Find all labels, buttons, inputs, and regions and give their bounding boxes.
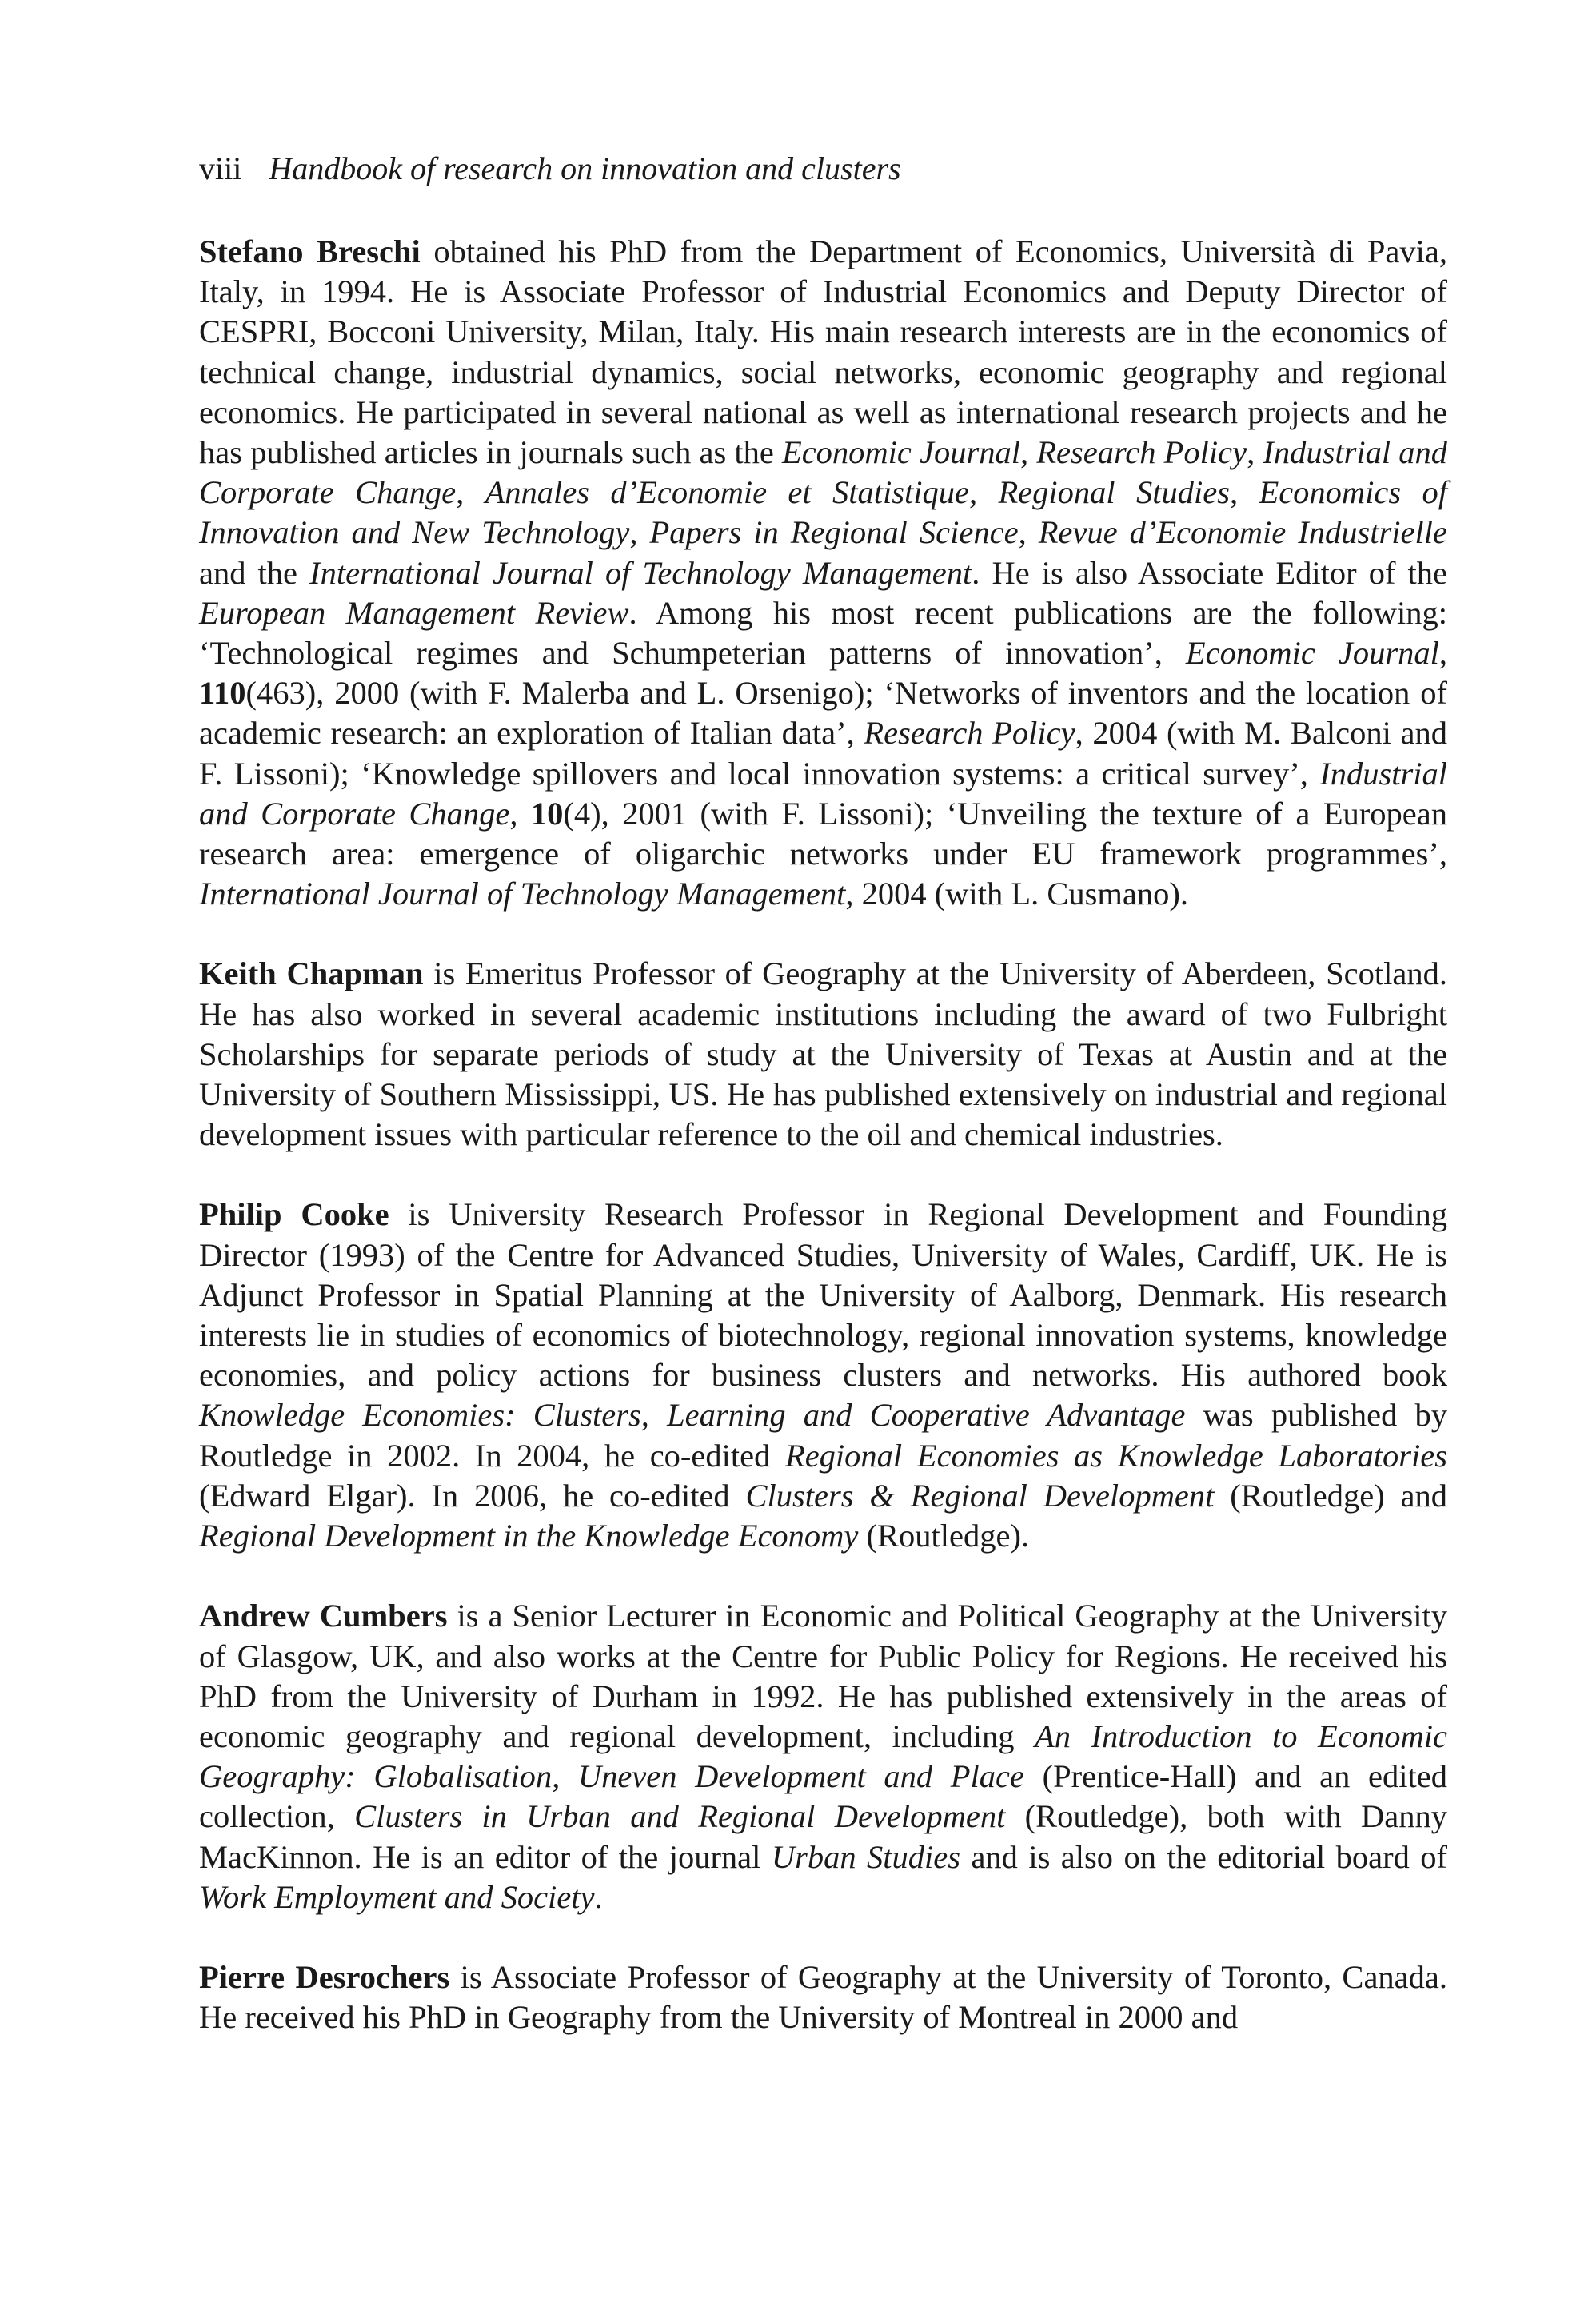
- running-header: [199, 149, 901, 189]
- bio-text: is University Research Professor in Regional Development and Founding Director (1993) of the Centre for Advanced Studies, University of Wales, Cardiff, UK. He is Adjunct Professor in Spatial Planning at the University of Aalborg, Denmark. His research interests lie in studies of economics of biotechnology, regional innovation systems, knowledge economies, and policy actions for business clusters and networks. His authored book: [199, 1196, 1447, 1394]
- bio-text: ,: [1020, 434, 1037, 471]
- bio-text: .: [594, 1878, 603, 1915]
- contributor-name: Stefano Breschi: [199, 233, 421, 269]
- page-number: viii: [199, 150, 242, 186]
- contributors-list: [199, 232, 1447, 2077]
- bio-text: ,: [1230, 474, 1259, 511]
- bio-text: ,: [456, 474, 485, 511]
- bio-text: ,: [1438, 635, 1447, 672]
- bio-text: is a Senior Lecturer in Economic and Political Geography at the University of Glasgow, UK, and also works at the Centre for Public Policy for Regions. He received his PhD from the University of Durham in 1992. He has published extensively in the areas of economic geography and regional development, including: [199, 1598, 1447, 1754]
- volume-number: 10: [530, 795, 564, 832]
- italic-title: International Journal of Technology Management: [309, 554, 972, 591]
- bio-text: (Edward Elgar). In 2006, he co-edited: [199, 1477, 746, 1514]
- bio-text: ,: [629, 514, 650, 551]
- bio-stefano-breschi: [199, 232, 1447, 914]
- bio-text: (Routledge), both with Danny MacKinnon. He is an editor of the journal: [199, 1798, 1448, 1875]
- bio-text: , 2004 (with M. Balconi and F. Lissoni); ‘Knowledge spillovers and local innovation systems: a critical survey’,: [199, 715, 1447, 792]
- bio-text: (Routledge) and: [1214, 1477, 1448, 1514]
- italic-title: Economics of Innovation and New Technology: [199, 474, 1448, 551]
- bio-text: was published by Routledge in 2002. In 2004, he co-edited: [199, 1397, 1447, 1474]
- italic-title: Economic Journal: [1185, 635, 1439, 672]
- italic-title: Revue d’Economie Industrielle: [1038, 514, 1447, 551]
- bio-text: ,: [1247, 434, 1263, 471]
- bio-text: is Associate Professor of Geography at the University of Toronto, Canada. He received his PhD in Geography from the University of Montreal in 2000 and: [199, 1958, 1448, 2036]
- italic-title: Research Policy: [1036, 434, 1247, 471]
- bio-andrew-cumbers: [199, 1596, 1447, 1917]
- bio-text: (4), 2001 (with F. Lissoni); ‘Unveiling the texture of a European research area: emergence of oligarchic networks under EU framework programmes’,: [199, 795, 1447, 872]
- bio-text: and is also on the editorial board of: [960, 1838, 1448, 1875]
- italic-title: Regional Development in the Knowledge Economy: [199, 1518, 859, 1554]
- italic-title: Clusters & Regional Development: [745, 1477, 1215, 1514]
- bio-text: ,: [1018, 514, 1039, 551]
- italic-title: Papers in Regional Science: [649, 514, 1019, 551]
- running-title: Handbook of research on innovation and clusters: [269, 150, 901, 186]
- bio-text: and the: [199, 554, 310, 591]
- italic-title: An Introduction to Economic Geography: Globalisation, Uneven Development and Place: [199, 1718, 1447, 1795]
- bio-text: obtained his PhD from the Department of Economics, Università di Pavia, Italy, in 1994. He is Associate Professor of Industrial Economics and Deputy Director of CESPRI, Bocconi University, Milan, Italy. His main research interests are in the economics of technical change, industrial dynamics, social networks, economic geography and regional economics. He participated in several national as well as international research projects and he has published articles in journals such as the: [199, 233, 1447, 471]
- italic-title: Regional Studies: [998, 474, 1230, 511]
- italic-title: Industrial and Corporate Change: [199, 755, 1447, 832]
- bio-text: (Prentice-Hall) and an edited collection,: [199, 1758, 1447, 1835]
- bio-pierre-desrochers: [199, 1957, 1447, 2037]
- bio-text: (463), 2000 (with F. Malerba and L. Orsenigo); ‘Networks of inventors and the location of academic research: an exploration of Italian data’,: [199, 675, 1447, 752]
- italic-title: Urban Studies: [771, 1838, 961, 1875]
- italic-title: Economic Journal: [781, 434, 1021, 471]
- bio-text: (Routledge).: [858, 1518, 1030, 1554]
- bio-text: . Among his most recent publications are the following: ‘Technological regimes and Schumpeterian patterns of innovation’,: [199, 594, 1448, 672]
- italic-title: Knowledge Economies: Clusters, Learning and Cooperative Advantage: [199, 1397, 1186, 1434]
- bio-text: ,: [968, 474, 999, 511]
- italic-title: Regional Economies as Knowledge Laboratories: [784, 1437, 1447, 1474]
- bio-text: is Emeritus Professor of Geography at the University of Aberdeen, Scotland. He has also worked in several academic institutions including the award of two Fulbright Scholarships for separate periods of study at the University of Texas at Austin and at the University of Southern Mississippi, US. He has published extensively on industrial and regional development issues with particular reference to the oil and chemical industries.: [199, 956, 1447, 1153]
- italic-title: Work Employment and Society: [199, 1878, 595, 1915]
- italic-title: Industrial and Corporate Change: [199, 434, 1448, 511]
- bio-philip-cooke: [199, 1195, 1447, 1556]
- italic-title: International Journal of Technology Management: [199, 876, 846, 912]
- italic-title: Research Policy: [864, 715, 1075, 752]
- contributor-name: Philip Cooke: [199, 1196, 389, 1233]
- volume-number: 110: [199, 675, 246, 712]
- contributor-name: Pierre Desrochers: [199, 1958, 450, 1995]
- bio-text: , 2004 (with L. Cusmano).: [845, 876, 1188, 912]
- bio-keith-chapman: [199, 954, 1447, 1155]
- italic-title: Annales d’Economie et Statistique: [485, 474, 969, 511]
- italic-title: European Management Review: [199, 594, 629, 631]
- bio-text: . He is also Associate Editor of the: [972, 554, 1447, 591]
- bio-text: ,: [509, 795, 531, 832]
- italic-title: Clusters in Urban and Regional Development: [354, 1798, 1006, 1835]
- contributor-name: Andrew Cumbers: [199, 1598, 448, 1634]
- contributor-name: Keith Chapman: [199, 956, 424, 992]
